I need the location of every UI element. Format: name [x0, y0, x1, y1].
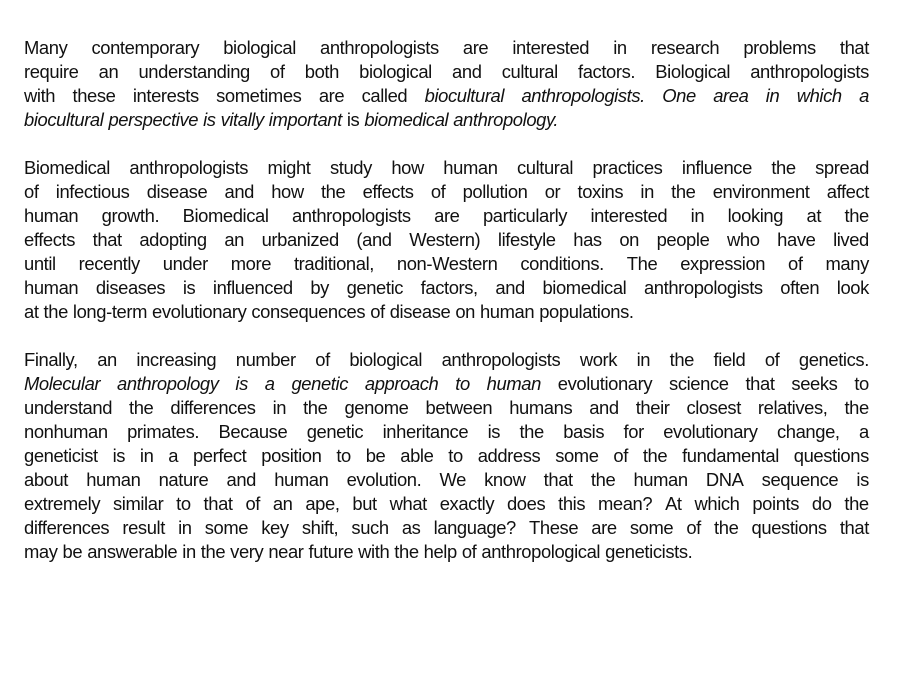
italic-word: vitally — [220, 109, 264, 130]
word: the — [129, 397, 154, 418]
word: key — [261, 517, 289, 538]
word: and — [224, 181, 254, 202]
word: biological — [359, 61, 432, 82]
word: on — [455, 301, 475, 322]
word: consequences — [251, 301, 366, 322]
word: who — [727, 229, 760, 250]
word: change, — [776, 421, 840, 442]
italic-word: biocultural — [424, 85, 505, 106]
italic-word: a — [859, 85, 869, 106]
word: nature — [158, 469, 209, 490]
word: of — [613, 445, 628, 466]
word: of — [315, 349, 330, 370]
word: to — [448, 445, 463, 466]
word: human — [274, 469, 329, 490]
word: exactly — [439, 493, 495, 514]
text-line — [24, 204, 869, 228]
word: the — [771, 157, 796, 178]
word: of — [430, 181, 446, 202]
word: populations. — [539, 301, 634, 322]
word: and — [589, 397, 619, 418]
word: the — [671, 181, 696, 202]
word: Biomedical — [182, 205, 269, 226]
word: biomedical — [542, 277, 627, 298]
italic-word: is — [235, 373, 248, 394]
word: influenced — [212, 277, 293, 298]
word: do — [811, 493, 832, 514]
word: disease — [146, 181, 208, 202]
word: inheritance — [382, 421, 469, 442]
word: in — [139, 445, 154, 466]
text-line — [24, 420, 869, 444]
text-line — [24, 156, 869, 180]
word: DNA — [705, 469, 744, 490]
word: human — [633, 469, 688, 490]
word: how — [391, 157, 424, 178]
word: the — [844, 397, 869, 418]
text-line — [24, 36, 869, 60]
text-line — [24, 372, 869, 396]
word: adopting — [139, 229, 207, 250]
word: the — [43, 301, 68, 322]
word: of — [461, 541, 477, 562]
word: expression — [680, 253, 766, 274]
word: that — [839, 517, 869, 538]
word: may — [24, 541, 58, 562]
word: of — [788, 253, 803, 274]
word: does — [506, 493, 546, 514]
word: non-Western — [396, 253, 498, 274]
word: field — [713, 349, 746, 370]
text-line — [24, 396, 869, 420]
word: are — [434, 205, 460, 226]
text-line — [24, 444, 869, 468]
word: anthropologists — [441, 349, 561, 370]
text-line — [24, 468, 869, 492]
word: result — [122, 517, 165, 538]
word: the — [642, 445, 668, 466]
word: (and — [356, 229, 392, 250]
word: is — [346, 109, 360, 130]
word: the — [669, 349, 695, 370]
word: seeks — [791, 373, 838, 394]
word: between — [425, 397, 493, 418]
text-line — [24, 252, 869, 276]
text-line — [24, 540, 869, 564]
word: toxins — [577, 181, 624, 202]
italic-word: perspective — [108, 109, 199, 130]
word: infectious — [55, 181, 130, 202]
word: is — [856, 469, 869, 490]
word: fundamental — [682, 445, 779, 466]
word: Biomedical — [24, 157, 110, 178]
word: some — [555, 445, 599, 466]
word: primates. — [127, 421, 200, 442]
word: sequence — [761, 469, 839, 490]
italic-word: genetic — [291, 373, 348, 394]
word: are — [318, 85, 345, 106]
word: anthropologists — [291, 205, 411, 226]
word: the — [714, 517, 739, 538]
italic-word: biomedical — [364, 109, 449, 130]
word: differences — [170, 397, 256, 418]
word: for — [623, 421, 644, 442]
word: interests — [132, 85, 199, 106]
word: have — [777, 229, 816, 250]
text-line — [24, 108, 869, 132]
word: at — [24, 301, 39, 322]
word: able — [400, 445, 434, 466]
word: but — [352, 493, 377, 514]
word: genetic — [346, 277, 404, 298]
word: human — [479, 301, 535, 322]
italic-word: area — [713, 85, 749, 106]
word: Biological — [655, 61, 731, 82]
word: some — [204, 517, 249, 538]
word: are — [462, 37, 489, 58]
word: to — [854, 373, 869, 394]
word: be — [62, 541, 83, 562]
word: We — [439, 469, 466, 490]
word: that — [745, 373, 775, 394]
word: the — [303, 397, 328, 418]
word: Because — [218, 421, 288, 442]
word: number — [235, 349, 296, 370]
word: of — [270, 61, 285, 82]
word: closest — [686, 397, 741, 418]
text-line — [24, 300, 869, 324]
word: urbanized — [261, 229, 339, 250]
italic-word: anthropologists. — [521, 85, 645, 106]
text-line — [24, 516, 869, 540]
word: is — [112, 445, 126, 466]
word: problems — [743, 37, 816, 58]
word: and — [495, 277, 525, 298]
word: language? — [433, 517, 516, 538]
word: with — [358, 541, 390, 562]
word: help — [423, 541, 457, 562]
word: environment — [712, 181, 810, 202]
word: and — [226, 469, 257, 490]
word: nonhuman — [24, 421, 108, 442]
word: effects — [24, 229, 76, 250]
word: genetic — [306, 421, 364, 442]
word: human — [24, 205, 79, 226]
word: what — [389, 493, 427, 514]
document-body — [24, 36, 869, 588]
text-line — [24, 84, 869, 108]
italic-word: is — [203, 109, 216, 130]
word: influence — [681, 157, 752, 178]
word: sometimes — [216, 85, 302, 106]
word: questions — [751, 517, 827, 538]
word: a — [859, 421, 869, 442]
word: interested — [512, 37, 590, 58]
italic-word: One — [662, 85, 696, 106]
word: at — [806, 205, 822, 226]
word: on — [619, 229, 639, 250]
italic-word: to — [455, 373, 470, 394]
word: in — [272, 397, 287, 418]
word: of — [764, 349, 780, 370]
word: understand — [24, 397, 113, 418]
word: be — [365, 445, 386, 466]
word: conditions. — [520, 253, 604, 274]
word: with — [24, 85, 56, 106]
word: differences — [24, 517, 110, 538]
word: how — [271, 181, 304, 202]
word: of — [370, 301, 385, 322]
word: which — [694, 493, 740, 514]
word: that — [839, 37, 869, 58]
word: very — [230, 541, 264, 562]
word: effects — [362, 181, 414, 202]
word: this — [558, 493, 586, 514]
word: evolution. — [346, 469, 422, 490]
text-line — [24, 348, 869, 372]
word: genome — [344, 397, 409, 418]
word: lifestyle — [497, 229, 556, 250]
word: in — [690, 205, 705, 226]
word: near — [268, 541, 304, 562]
word: basis — [563, 421, 605, 442]
word: human — [443, 157, 498, 178]
word: future — [308, 541, 354, 562]
word: is — [182, 277, 196, 298]
word: more — [230, 253, 272, 274]
word: contemporary — [91, 37, 200, 58]
paragraph — [24, 36, 869, 132]
word: are — [591, 517, 617, 538]
italic-word: Molecular — [24, 373, 101, 394]
italic-word: a — [264, 373, 275, 394]
word: lived — [833, 229, 869, 250]
word: in — [640, 181, 654, 202]
word: evolutionary — [663, 421, 758, 442]
word: look — [836, 277, 869, 298]
word: these — [72, 85, 116, 106]
italic-word: in — [765, 85, 780, 106]
word: human — [86, 469, 141, 490]
word: shift, — [301, 517, 339, 538]
word: many — [825, 253, 869, 274]
word: in — [178, 517, 192, 538]
word: anthropological — [481, 541, 601, 562]
word: the — [844, 205, 869, 226]
word: has — [573, 229, 602, 250]
word: the — [590, 469, 616, 490]
word: Finally, — [24, 349, 78, 370]
word: that — [203, 493, 233, 514]
word: traditional, — [293, 253, 374, 274]
word: an — [98, 61, 119, 82]
word: factors. — [578, 61, 636, 82]
word: increasing — [136, 349, 217, 370]
word: biological — [223, 37, 296, 58]
word: human — [24, 277, 79, 298]
word: in — [636, 349, 651, 370]
word: that — [92, 229, 122, 250]
text-line — [24, 60, 869, 84]
word: spread — [815, 157, 869, 178]
word: These — [529, 517, 579, 538]
word: extremely — [24, 493, 101, 514]
word: both — [304, 61, 339, 82]
word: growth. — [101, 205, 160, 226]
text-line — [24, 276, 869, 300]
word: points — [752, 493, 800, 514]
word: know — [484, 469, 526, 490]
word: study — [329, 157, 372, 178]
paragraph — [24, 348, 869, 564]
word: of — [686, 517, 701, 538]
word: research — [650, 37, 720, 58]
italic-word: anthropology — [117, 373, 219, 394]
word: The — [626, 253, 658, 274]
word: particularly — [482, 205, 568, 226]
word: At — [665, 493, 682, 514]
text-line — [24, 228, 869, 252]
word: pollution — [462, 181, 528, 202]
italic-word: important — [268, 109, 342, 130]
word: position — [261, 445, 322, 466]
word: biological — [349, 349, 423, 370]
word: relatives, — [757, 397, 828, 418]
word: to — [336, 445, 351, 466]
italic-word: which — [796, 85, 842, 106]
word: perfect — [192, 445, 247, 466]
word: Many — [24, 37, 68, 58]
word: similar — [112, 493, 164, 514]
word: interested — [590, 205, 668, 226]
word: that — [543, 469, 573, 490]
word: until — [24, 253, 56, 274]
word: long-term — [72, 301, 147, 322]
word: in — [182, 541, 196, 562]
word: disease — [389, 301, 451, 322]
word: such — [351, 517, 389, 538]
word: the — [320, 181, 346, 202]
word: questions — [793, 445, 869, 466]
word: about — [24, 469, 69, 490]
word: answerable — [87, 541, 178, 562]
italic-word: human — [486, 373, 541, 394]
word: understanding — [138, 61, 250, 82]
word: the — [394, 541, 419, 562]
word: an — [272, 493, 293, 514]
word: mean? — [597, 493, 653, 514]
word: Western) — [409, 229, 481, 250]
word: called — [361, 85, 408, 106]
word: geneticist — [24, 445, 98, 466]
italic-word: anthropology. — [453, 109, 559, 130]
word: people — [656, 229, 710, 250]
word: address — [477, 445, 541, 466]
word: looking — [727, 205, 784, 226]
word: the — [200, 541, 226, 562]
word: a — [168, 445, 179, 466]
word: genetics. — [798, 349, 869, 370]
word: in — [613, 37, 627, 58]
word: and — [452, 61, 482, 82]
text-line — [24, 180, 869, 204]
word: work — [579, 349, 618, 370]
word: of — [24, 181, 39, 202]
word: anthropologists — [320, 37, 439, 58]
word: an — [97, 349, 117, 370]
word: ape, — [305, 493, 340, 514]
word: an — [224, 229, 244, 250]
word: anthropologists — [129, 157, 249, 178]
word: evolutionary — [152, 301, 247, 322]
word: the — [519, 421, 544, 442]
word: as — [401, 517, 421, 538]
word: cultural — [501, 61, 558, 82]
italic-word: biocultural — [24, 109, 104, 130]
word: the — [844, 493, 869, 514]
word: under — [162, 253, 208, 274]
word: of — [245, 493, 260, 514]
word: diseases — [95, 277, 166, 298]
italic-word: approach — [364, 373, 439, 394]
word: geneticists. — [605, 541, 693, 562]
word: or — [544, 181, 561, 202]
word: humans — [509, 397, 573, 418]
word: practices — [592, 157, 663, 178]
word: often — [780, 277, 820, 298]
word: cultural — [516, 157, 574, 178]
word: some — [629, 517, 674, 538]
word: anthropologists — [643, 277, 763, 298]
word: affect — [826, 181, 869, 202]
word: anthropologists — [750, 61, 869, 82]
word: require — [24, 61, 79, 82]
word: is — [487, 421, 501, 442]
paragraph — [24, 156, 869, 324]
word: to — [176, 493, 191, 514]
word: factors, — [420, 277, 478, 298]
word: by — [310, 277, 329, 298]
word: their — [635, 397, 670, 418]
word: evolutionary — [557, 373, 653, 394]
text-line — [24, 492, 869, 516]
word: science — [669, 373, 729, 394]
word: might — [267, 157, 311, 178]
word: recently — [78, 253, 140, 274]
